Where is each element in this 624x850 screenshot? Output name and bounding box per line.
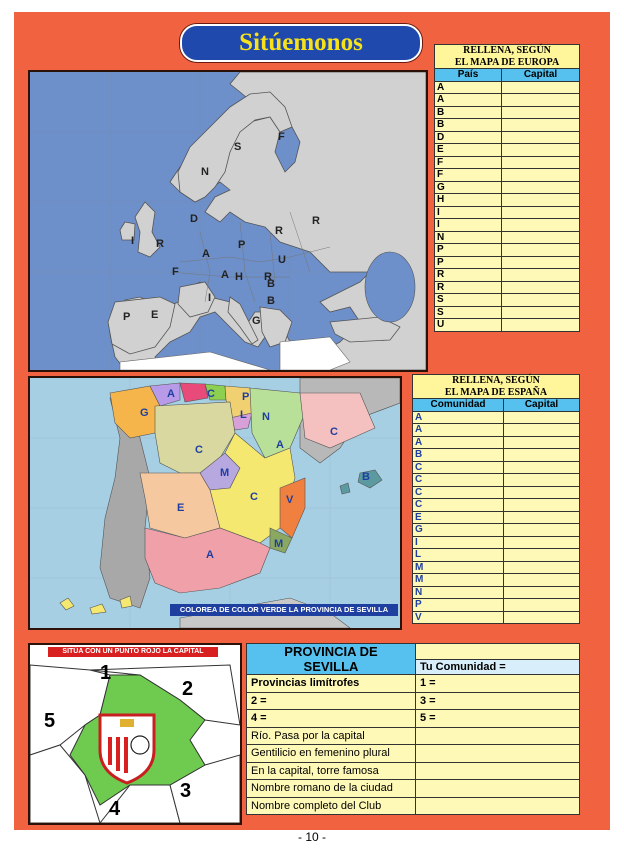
capital-cell[interactable] (504, 461, 580, 474)
table-row (413, 561, 580, 574)
capital-cell[interactable] (502, 106, 580, 119)
europe-label: B (267, 295, 275, 307)
europe-label: P (123, 311, 131, 323)
table-row (435, 156, 580, 169)
capital-cell[interactable] (504, 611, 580, 624)
spain-header-line2: EL MAPA DE ESPAÑA (444, 386, 548, 398)
table-row (435, 131, 580, 144)
sevilla-number: 1 (100, 662, 112, 684)
row-letter[interactable]: S (435, 294, 502, 307)
spain-label: C (330, 426, 338, 438)
table-row (413, 499, 580, 512)
capital-cell[interactable] (502, 281, 580, 294)
table-row (413, 461, 580, 474)
spain-label: A (276, 439, 284, 451)
europe-label: I (131, 235, 135, 247)
row-letter[interactable]: G (413, 524, 504, 537)
spain-map-banner: COLOREA DE COLOR VERDE LA PROVINCIA DE SEVILLA (170, 604, 398, 616)
row-letter[interactable]: C (413, 461, 504, 474)
spain-label: A (167, 388, 175, 400)
table-row (413, 511, 580, 524)
table-row (435, 144, 580, 157)
spain-label: M (274, 538, 284, 550)
capital-cell[interactable] (504, 536, 580, 549)
row-letter[interactable]: V (413, 611, 504, 624)
table-row (435, 269, 580, 282)
europe-col-capital: Capital (502, 69, 580, 82)
capital-cell[interactable] (502, 94, 580, 107)
table-row (435, 219, 580, 232)
row-letter[interactable]: E (435, 144, 502, 157)
capital-cell[interactable] (502, 206, 580, 219)
row-letter[interactable]: P (413, 599, 504, 612)
row-letter[interactable]: S (435, 306, 502, 319)
row-letter[interactable]: U (435, 319, 502, 332)
europe-label: R (312, 215, 320, 227)
sevilla-map (28, 643, 242, 825)
row-letter[interactable]: F (435, 169, 502, 182)
table-row (435, 81, 580, 94)
capital-cell[interactable] (504, 474, 580, 487)
spain-label: C (195, 444, 203, 456)
row-letter[interactable]: E (413, 511, 504, 524)
capital-cell[interactable] (502, 244, 580, 257)
spain-table (412, 374, 580, 624)
capital-cell[interactable] (504, 561, 580, 574)
table-row (413, 486, 580, 499)
spain-label: G (140, 407, 149, 419)
spain-table-header (413, 375, 580, 399)
row-letter[interactable]: B (413, 449, 504, 462)
europe-map (28, 70, 428, 372)
answer-2[interactable]: 2 = (247, 692, 416, 710)
capital-cell[interactable] (502, 194, 580, 207)
sevilla-map-banner: SITÚA CON UN PUNTO ROJO LA CAPITAL (48, 647, 218, 657)
europe-label: A (202, 248, 210, 260)
capital-cell[interactable] (504, 549, 580, 562)
capital-cell[interactable] (502, 294, 580, 307)
capital-cell[interactable] (504, 411, 580, 424)
question-row: En la capital, torre famosa (247, 762, 416, 780)
spain-label: C (250, 491, 258, 503)
table-row (413, 436, 580, 449)
europe-table-header (435, 45, 580, 69)
table-row (435, 256, 580, 269)
capital-cell[interactable] (504, 574, 580, 587)
europe-label: R (275, 225, 283, 237)
europe-label: D (190, 213, 198, 225)
page-title: Sitúemonos (180, 24, 422, 62)
row-letter[interactable]: P (435, 244, 502, 257)
capital-cell[interactable] (502, 181, 580, 194)
europe-col-country: País (435, 69, 502, 82)
capital-cell[interactable] (504, 511, 580, 524)
capital-cell[interactable] (504, 499, 580, 512)
sevilla-number: 5 (44, 710, 56, 732)
table-row (435, 94, 580, 107)
spain-col-region: Comunidad (413, 399, 504, 412)
table-row (435, 106, 580, 119)
table-row (413, 424, 580, 437)
sevilla-table (246, 643, 580, 815)
spain-label: B (362, 471, 370, 483)
table-row (413, 549, 580, 562)
row-letter[interactable]: I (413, 536, 504, 549)
spain-label: A (206, 549, 214, 561)
row-letter[interactable]: N (435, 231, 502, 244)
capital-cell[interactable] (502, 144, 580, 157)
table-row (413, 586, 580, 599)
capital-cell[interactable] (502, 231, 580, 244)
row-letter[interactable]: A (413, 436, 504, 449)
row-letter[interactable]: A (435, 94, 502, 107)
table-row (435, 244, 580, 257)
answer-cell[interactable] (416, 797, 580, 815)
answer-cell[interactable] (416, 780, 580, 798)
table-row (413, 449, 580, 462)
row-letter[interactable]: R (435, 269, 502, 282)
row-letter[interactable]: N (413, 586, 504, 599)
capital-cell[interactable] (502, 306, 580, 319)
europe-label: G (252, 315, 261, 327)
capital-cell[interactable] (502, 81, 580, 94)
table-row (413, 524, 580, 537)
question-row: Nombre completo del Club (247, 797, 416, 815)
table-row (435, 294, 580, 307)
capital-cell[interactable] (502, 256, 580, 269)
spain-label: C (207, 388, 215, 400)
europe-label: R (264, 271, 272, 283)
europe-label: N (201, 166, 209, 178)
capital-cell[interactable] (502, 169, 580, 182)
neighbours-label: Provincias limítrofes (247, 675, 416, 693)
row-letter[interactable]: M (413, 561, 504, 574)
capital-cell[interactable] (504, 524, 580, 537)
sevilla-table-header (247, 644, 416, 675)
answer-4[interactable]: 4 = (247, 710, 416, 728)
europe-header-line2: EL MAPA DE EUROPA (454, 56, 560, 68)
spain-label: N (262, 411, 270, 423)
table-row (435, 319, 580, 332)
europe-label: E (151, 309, 159, 321)
europe-label: R (156, 238, 164, 250)
answer-cell[interactable] (416, 745, 580, 763)
capital-cell[interactable] (504, 449, 580, 462)
answer-1[interactable]: 1 = (416, 675, 580, 693)
capital-cell[interactable] (502, 269, 580, 282)
row-letter[interactable]: I (435, 206, 502, 219)
question-row: Gentilicio en femenino plural (247, 745, 416, 763)
table-row (413, 599, 580, 612)
table-row (435, 181, 580, 194)
table-row (435, 231, 580, 244)
answer-cell[interactable] (416, 727, 580, 745)
question-row: Nombre romano de la ciudad (247, 780, 416, 798)
row-letter[interactable]: L (413, 549, 504, 562)
table-row (435, 306, 580, 319)
europe-label: A (221, 269, 229, 281)
row-letter[interactable]: M (413, 574, 504, 587)
row-letter[interactable]: C (413, 499, 504, 512)
table-row (435, 119, 580, 132)
spain-label: V (286, 494, 294, 506)
sevilla-header-line1: PROVINCIA DE (284, 644, 378, 659)
table-row (435, 169, 580, 182)
capital-cell[interactable] (504, 486, 580, 499)
table-row (413, 611, 580, 624)
capital-cell[interactable] (502, 131, 580, 144)
spain-label: P (242, 391, 250, 403)
row-letter[interactable]: B (435, 119, 502, 132)
row-letter[interactable]: A (435, 81, 502, 94)
sevilla-header-line2: SEVILLA (303, 659, 359, 674)
your-region-label: Tu Comunidad = (416, 659, 580, 675)
capital-cell[interactable] (504, 586, 580, 599)
europe-label: F (172, 266, 179, 278)
table-row (413, 536, 580, 549)
spain-label: E (177, 502, 185, 514)
sevilla-number: 3 (180, 780, 192, 802)
europe-label: F (278, 131, 285, 143)
capital-cell[interactable] (504, 424, 580, 437)
europe-label: U (278, 254, 286, 266)
row-letter[interactable]: P (435, 256, 502, 269)
row-letter[interactable]: B (435, 106, 502, 119)
spain-map (28, 376, 402, 630)
row-letter[interactable]: G (435, 181, 502, 194)
row-letter[interactable]: A (413, 411, 504, 424)
capital-cell[interactable] (504, 436, 580, 449)
capital-cell[interactable] (502, 219, 580, 232)
sevilla-number: 4 (109, 798, 121, 820)
row-letter[interactable]: D (435, 131, 502, 144)
row-letter[interactable]: R (435, 281, 502, 294)
europe-table (434, 44, 580, 332)
europe-label: B (267, 278, 275, 290)
table-row (413, 411, 580, 424)
answer-5[interactable]: 5 = (416, 710, 580, 728)
spain-col-capital: Capital (504, 399, 580, 412)
capital-cell[interactable] (504, 599, 580, 612)
answer-3[interactable]: 3 = (416, 692, 580, 710)
row-letter[interactable]: I (435, 219, 502, 232)
question-row: Río. Pasa por la capital (247, 727, 416, 745)
capital-cell[interactable] (502, 119, 580, 132)
answer-cell[interactable] (416, 762, 580, 780)
sevilla-number: 2 (182, 678, 194, 700)
europe-label: P (238, 239, 246, 251)
row-letter[interactable]: F (435, 156, 502, 169)
table-row (413, 574, 580, 587)
spain-label: L (240, 409, 247, 421)
table-row (413, 474, 580, 487)
row-letter[interactable]: A (413, 424, 504, 437)
table-row (435, 206, 580, 219)
row-letter[interactable]: C (413, 486, 504, 499)
row-letter[interactable]: C (413, 474, 504, 487)
europe-label: S (234, 141, 242, 153)
row-letter[interactable]: H (435, 194, 502, 207)
table-row (435, 194, 580, 207)
spain-header-line1: RELLENA, SEGÚN (452, 375, 540, 386)
capital-cell[interactable] (502, 319, 580, 332)
page-number: - 10 - (297, 830, 326, 844)
table-row (435, 281, 580, 294)
europe-label: I (208, 292, 212, 304)
spain-label: M (220, 467, 230, 479)
capital-cell[interactable] (502, 156, 580, 169)
europe-header-line1: RELLENA, SEGÚN (463, 45, 551, 56)
europe-label: H (235, 271, 243, 283)
